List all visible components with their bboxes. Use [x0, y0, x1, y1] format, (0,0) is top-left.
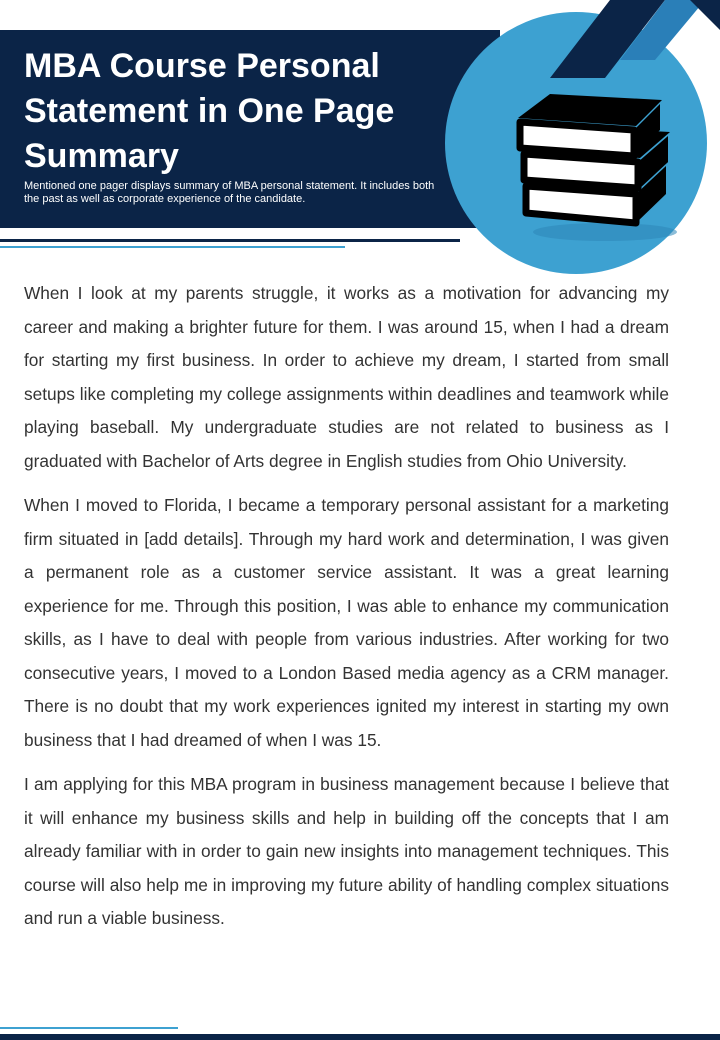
footer-line-light — [0, 1027, 178, 1029]
page-subtitle: Mentioned one pager displays summary of MBA personal statement. It includes both the past as well as corporate experience of the candidate. — [24, 180, 435, 205]
paragraph-experience: When I moved to Florida, I became a temporary personal assistant for a marketing firm situated in [add details]. Through my hard work and determination, I was given a permanent role as a customer service assistant. It was a great learning experience for me. Through this position, I was able to enhance my communication skills, as I have to deal with people from various industries. After working for two consecutive years, I moved to a London Based media agency as a CRM manager. There is no doubt that my work experiences ignited my interest in starting my own business that I had dreamed of when I was 15. — [24, 495, 669, 750]
paragraph-motivation: When I look at my parents struggle, it works as a motivation for advancing my career and making a brighter future for them. I was around 15, when I had a dream for starting my first business. In order to achieve my dream, I started from small setups like completing my college assignments within deadlines and teamwork while playing baseball. My undergraduate studies are not related to business as I graduated with Bachelor of Arts degree in English studies from Ohio University. — [24, 283, 669, 471]
corner-stripes-decoration — [540, 0, 720, 80]
page-title: MBA Course Personal Statement in One Page Summary — [24, 47, 395, 175]
books-icon — [510, 90, 680, 250]
footer-band — [0, 1034, 720, 1040]
header-divider-dark — [0, 239, 460, 242]
header-divider-light — [0, 246, 345, 248]
statement-body — [24, 277, 669, 947]
paragraph-program: I am applying for this MBA program in business management because I believe that it will enhance my business skills and help in building off the concepts that I am already familiar with in order to gain new insights into management techniques. This course will also help me in improving my future ability of handling complex situations and run a viable business. — [24, 774, 669, 928]
